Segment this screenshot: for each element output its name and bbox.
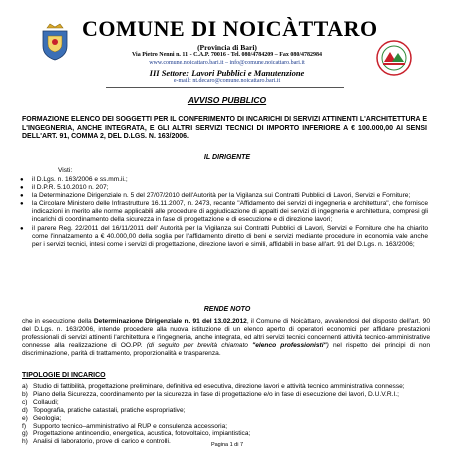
list-item: c) Collaudi; bbox=[22, 398, 59, 406]
email-link[interactable]: e-mail: nt.decaro@comune.noicattaro.bari.it bbox=[173, 78, 281, 84]
list-item: g) Progettazione antincendio, energetica, acustica, fotovoltaico, impiantistica; bbox=[22, 430, 251, 438]
list-item: a) Studio di fattibilità, progettazione preliminare, definitiva ed esecutiva, direzione lavori e attività tecnico amministrativa connesse; bbox=[22, 383, 405, 390]
list-item: ● la Circolare Ministero delle Infrastrutture 16.11.2007, n. 2473, recante "Affidamento dei servizi di ingegneria e architettura", che fornisce indicazioni in merito alle norme applicabili alle procedure di aggiudicazione di appalti dei servizi di ingegneria e architettura, compresi gli incarichi di coordinamento della sicurezza in fase di progettazione e di esecuzione e di direzione lavori; bbox=[20, 200, 428, 224]
header-divider bbox=[106, 87, 344, 88]
bullet-icon: ● bbox=[20, 177, 24, 183]
municipal-crest-icon bbox=[40, 22, 70, 62]
bullet-icon: ● bbox=[20, 225, 24, 232]
visti-label: Visti: bbox=[58, 167, 73, 174]
province-line: (Provincia di Bari) bbox=[197, 43, 257, 52]
list-item: d) Topografia, pratiche catastali, pratiche espropriative; bbox=[22, 406, 186, 414]
notice-subject: FORMAZIONE ELENCO DEI SOGGETTI PER IL CONFERIMENTO DI INCARICHI DI SERVIZI ATTINENTI L'ARCHITETTURA E L'INGEGNERIA, ANCHE INTEGRATA, E GLI ALTRI SERVIZI TECNICI DI IMPORTO INFERIORE A € 100.000,00 AI SENSI DELL'ART. 91, COMMA 2, DEL D.LGS. N. 163/2006. bbox=[22, 116, 427, 140]
list-item: b) Piano della Sicurezza, coordinamento per la sicurezza in fase di progettazione e/o in fase di esecuzione dei lavori, D.U.V.R.I.; bbox=[22, 390, 399, 398]
list-item: ● il D.Lgs. n. 163/2006 e ss.mm.ii.; bbox=[20, 176, 128, 183]
address-line: Via Pietro Nenni n. 11 - C.A.P. 70016 - Tel. 080/4784209 – Fax 080/4782984 bbox=[131, 52, 323, 58]
page-title: COMUNE DI NOICÀTTARO bbox=[82, 16, 378, 41]
list-item: ● il parere Reg. 22/2011 del 16/11/2011 dell' Autorità per la Vigilanza sui Contratti Pubblici di Lavori, Servizi e Forniture che ha chiarito come l'innalzamento a € 40.000,00 della soglia per l'affidamento diretto di beni e servizi mediante procedure in economia vale anche per i servizi tecnici, intesi come i servizi di progettazione, direzione lavori e simili, affidabili in base all'art. 91 del D.Lgs. n. 163/2006; bbox=[20, 224, 428, 248]
bullet-icon: ● bbox=[20, 193, 24, 200]
bullet-icon: ● bbox=[20, 201, 24, 208]
premises-list bbox=[18, 176, 428, 249]
bullet-icon: ● bbox=[20, 185, 24, 192]
list-item: h) Analisi di laboratorio, prove di carico e controlli. bbox=[22, 438, 171, 446]
page-number: Pagina 1 di 7 bbox=[210, 442, 244, 448]
il-dirigente-heading: IL DIRIGENTE bbox=[203, 154, 251, 161]
main-paragraph: che in esecuzione della Determinazione Dirigenziale n. 91 del 13.02.2012, il Comune di Noicàttaro, avvalendosi del disposto dell'art. 90 del D.Lgs. n. 163/2006, intende procedere alla nuova istituzione di un elenco aperto di operatori economici per affidare prestazioni professionali di servizi attinenti l'architettura e l'ingegneria, anche integrata, ed altri servizi tecnici concernenti attività tecnico-amministrative connesse alla realizzazione di OO.PP. (di seguito per brevità chiamato "elenco professionisti") nel rispetto dei principi di non discriminazione, parità di trattamento, proporzionalità e trasparenza. bbox=[22, 318, 430, 358]
list-item: ● la Determinazione Dirigenziale n. 5 del 27/07/2010 dell'Autorità per la Vigilanza sui Contratti Pubblici di Lavori, Servizi e Forniture; bbox=[20, 192, 411, 200]
rende-noto-heading: RENDE NOTO bbox=[203, 306, 251, 313]
quality-badge-icon bbox=[370, 38, 418, 78]
sector-line: III Settore: Lavori Pubblici e Manutenzione bbox=[149, 68, 305, 78]
notice-heading: AVVISO PUBBLICO bbox=[187, 95, 267, 105]
list-item: ● il D.P.R. 5.10.2010 n. 207; bbox=[20, 184, 109, 192]
list-item: e) Geologia; bbox=[22, 414, 62, 422]
assignment-types-list bbox=[22, 383, 428, 446]
list-item: f) Supporto tecnico–amministrativo al RUP e consulenza accessoria; bbox=[22, 422, 228, 430]
website-link[interactable]: www.comune.noicattaro.bari.it – info@comune.noicattaro.bari.it bbox=[149, 60, 305, 66]
tipologie-heading: TIPOLOGIE DI INCARICO bbox=[22, 372, 106, 379]
